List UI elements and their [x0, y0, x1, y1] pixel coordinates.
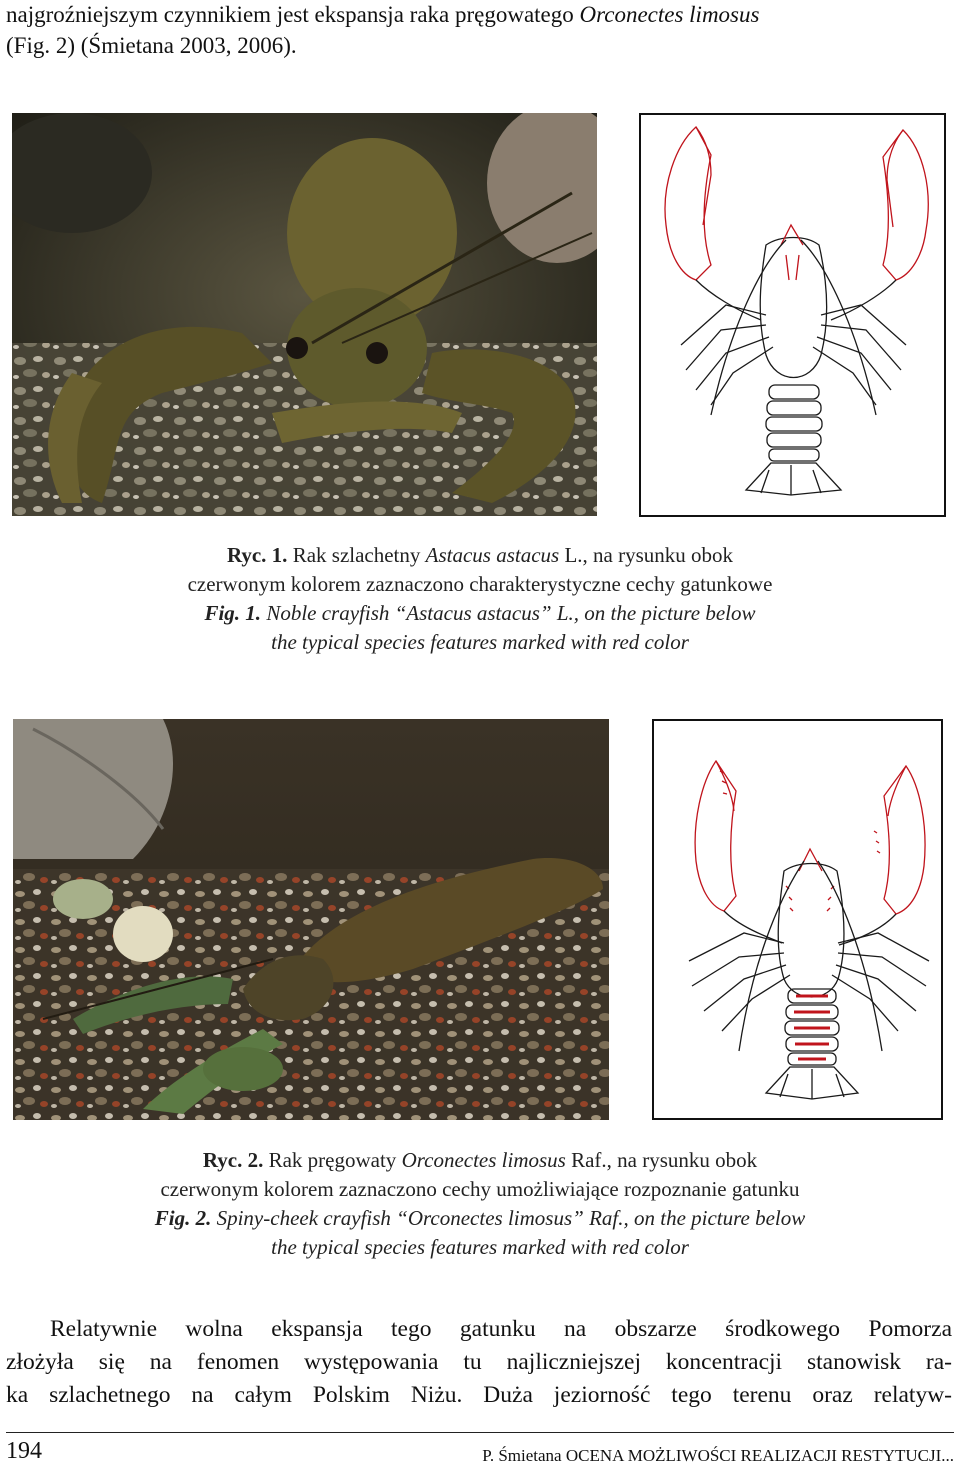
footer-author: P. Śmietana: [482, 1446, 562, 1465]
caption-label: Fig. 1.: [204, 601, 262, 625]
figure2-caption-en-line2: the typical species features marked with red color: [271, 1235, 689, 1259]
body-paragraph: [6, 1316, 952, 1416]
page-number: 194: [6, 1438, 42, 1464]
text-line-2: (Fig. 2) (Śmietana 2003, 2006).: [6, 33, 297, 58]
figure2-caption-pl-line2: czerwonym kolorem zaznaczono cechy umożliwiające rozpoznanie gatunku: [160, 1177, 800, 1201]
figure1-caption-en-line2: the typical species features marked with red color: [271, 630, 689, 654]
figure2-caption-pl-line1: [0, 1148, 960, 1173]
photo-spiny-cheek-crayfish: [13, 719, 609, 1120]
caption-text: Spiny-cheek crayfish “Orconectes limosus” Raf., on the picture below: [211, 1206, 806, 1230]
caption-label: Ryc. 1.: [226, 543, 288, 567]
body-line-2: złożyła się na fenomen występowania tu najliczniejszej koncentracji stanowisk ra-: [6, 1349, 952, 1375]
caption-label: Ryc. 2.: [202, 1148, 264, 1172]
drawing-spiny-cheek-crayfish: [652, 719, 943, 1120]
figure1-caption-pl-line2: czerwonym kolorem zaznaczono charakterystyczne cechy gatunkowe: [187, 572, 773, 596]
species-name: Astacus astacus: [425, 543, 560, 567]
figure1-caption-en-line1: [0, 601, 960, 626]
species-name: Orconectes limosus: [579, 2, 760, 27]
figure2-caption-en-line1: [0, 1206, 960, 1231]
figure1-caption-pl-line1: [0, 543, 960, 568]
caption-text: L., na rysunku obok: [559, 543, 734, 567]
caption-text: Rak szlachetny: [287, 543, 426, 567]
body-line-3: ka szlachetnego na całym Polskim Niżu. Duża jeziorność tego terenu oraz relatyw-: [6, 1382, 952, 1408]
caption-text: Rak pręgowaty: [263, 1148, 402, 1172]
caption-text: Raf., na rysunku obok: [565, 1148, 758, 1172]
photo-noble-crayfish: [12, 113, 597, 516]
footer-title: OCENA MOŻLIWOŚCI REALIZACJI RESTYTUCJI...: [565, 1446, 954, 1465]
text-line-1: [6, 2, 759, 28]
caption-label: Fig. 2.: [154, 1206, 212, 1230]
footer-rule: [6, 1432, 954, 1433]
body-line-1: Relatywnie wolna ekspansja tego gatunku na obszarze środkowego Pomorza: [50, 1316, 952, 1342]
drawing-noble-crayfish: [639, 113, 946, 517]
running-footer: [482, 1446, 954, 1466]
caption-text: Noble crayfish “Astacus astacus” L., on the picture below: [261, 601, 756, 625]
species-name: Orconectes limosus: [401, 1148, 566, 1172]
text-fragment: najgroźniejszym czynnikiem jest ekspansja raka pręgowatego: [6, 2, 580, 27]
